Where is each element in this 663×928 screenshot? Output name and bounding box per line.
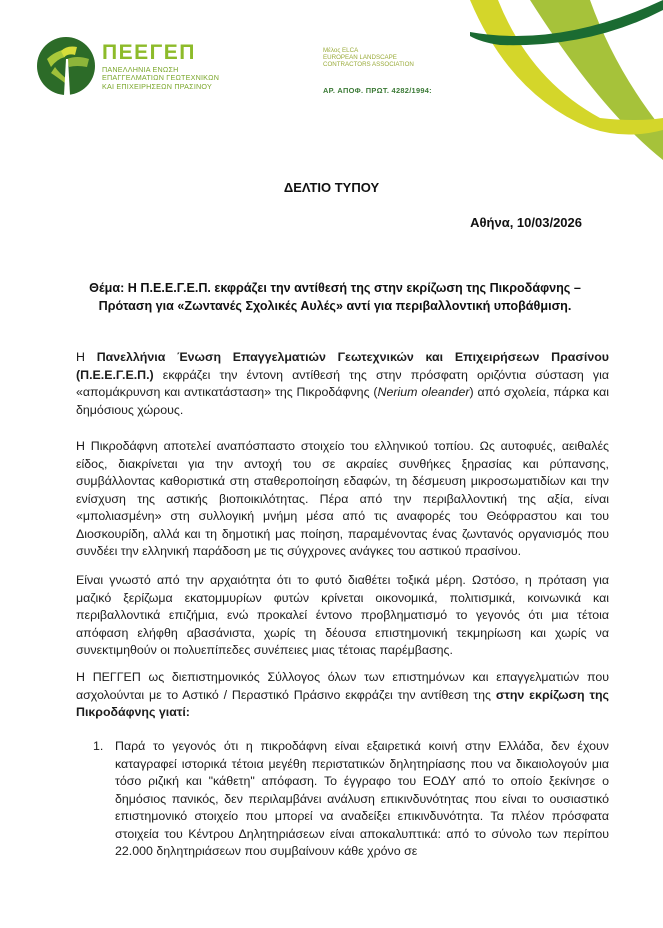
elca-membership	[323, 47, 414, 69]
position-bold: στην εκρίζωση της Πικροδάφνης γιατί:	[76, 687, 609, 719]
elca-line: EUROPEAN LANDSCAPE	[323, 54, 397, 62]
list-item-text: Παρά το γεγονός ότι η πικροδάφνη είναι εξαιρετικά κοινή στην Ελλάδα, δεν έχουν καταγραφεί ιστορικά τέτοια μεγέθη περιστατικών δηλητηρίασης που να δικαιολογούν μια τόσο ριζική και "κάθετη" απόφαση. Το έγγραφο του ΕΟΔΥ από το οποίο ξεκίνησε ο δημόσιος πανικός, δεν περιλαμβάνει ανάλυση επικινδυνότητας που είναι το ουσιαστικό επιστημονικό στοιχείο που μπορεί να αναδείξει επικινδυνότητα. Τα πλέον πρόσφατα στοιχεία του Κέντρου Δηλητηριάσεων είναι αποκαλυπτικά: από το σύνολο των περίπου 22.000 δηλητηριάσεων που συμβαίνουν κάθε χρόνο σε	[115, 739, 609, 858]
document-subject	[80, 280, 590, 315]
text: εκφράζει την έντονη αντίθεσή της στην πρόσφατη οριζόντια σύσταση για «απομάκρυνση και αντικατάσταση» της Πικροδάφνης (	[76, 367, 609, 399]
paragraph-heritage: Η Πικροδάφνη αποτελεί αναπόσπαστο στοιχείο του ελληνικού τοπίου. Ως αυτοφυές, αειθαλές είδος, διακρίνεται για την αντοχή του σε ακραίες συνθήκες ξηρασίας και ρύπανσης, συμβάλλοντας καθοριστικά στη σταθεροποίηση εδαφών, τη δέσμευση μικροσωματιδίων και την ενίσχυση της αστικής βιοποικιλότητας. Πέρα από την περιβαλλοντική της αξία, είναι «μπολιασμένη» στη συλλογική μνήμη μέσα από τις αναφορές του Θεόφραστου και του Διοσκουρίδη, αλλά και τη δημοτική μας ποίηση, παραμένοντας ένας ζωντανός οργανισμός που συνδέει την ελληνική παράδοση με τις σύγχρονες ανάγκες του αστικού πρασίνου.	[76, 439, 609, 558]
list-number: 1.	[93, 739, 104, 753]
paragraph-position	[76, 669, 609, 722]
org-name-line: ΠΑΝΕΛΛΗΝΙΑ ΕΝΩΣΗ	[102, 65, 179, 74]
scientific-name: Nerium oleander	[377, 385, 470, 399]
document-date: Αθήνα, 10/03/2026	[470, 215, 582, 230]
logo-icon	[37, 37, 95, 95]
text: Η	[76, 350, 97, 364]
subject-line: Πρόταση για «Ζωντανές Σχολικές Αυλές» αντί για περιβαλλοντική υποβάθμιση.	[98, 298, 572, 313]
text: Η ΠΕΓΓΕΠ ως διεπιστημονικός Σύλλογος όλων των επιστημόνων και επαγγελματιών που ασχολούνται με το Αστικό / Περαστικό Πράσινο εκφράζει την αντίθεση της	[76, 670, 609, 702]
paragraph-toxicity: Είναι γνωστό από την αρχαιότητα ότι το φυτό διαθέτει τοξικά μέρη. Ωστόσο, η πρόταση για μαζικό ξερίζωμα εκατομμυρίων φυτών κρίνεται οικονομικά, πολιτισμικά, κοινωνικά και περιβαλλοντικά επιζήμια, ενώ προκαλεί έντονο προβληματισμό το γεγονός ότι μια τέτοια απόφαση ελήφθη αβασάνιστα, χωρίς τη δέουσα επιστημονική τεκμηρίωση και χωρίς να συνεκτιμηθούν οι πολυεπίπεδες συνέπειες μιας τέτοιας παρέμβασης.	[76, 573, 609, 657]
list-item	[93, 738, 609, 861]
decision-number: ΑΡ. ΑΠΟΦ. ΠΡΩΤ. 4282/1994:	[323, 86, 432, 95]
subject-line: Θέμα: Η Π.Ε.Ε.Γ.Ε.Π. εκφράζει την αντίθεσή της στην εκρίζωση της Πικροδάφνης –	[89, 281, 581, 295]
document-heading: ΔΕΛΤΙΟ ΤΥΠΟΥ	[283, 180, 380, 195]
elca-line: CONTRACTORS ASSOCIATION	[323, 61, 414, 69]
org-name-bold: Πανελλήνια Ένωση Επαγγελματιών Γεωτεχνικών και Επιχειρήσεων Πρασίνου (Π.Ε.Ε.Γ.Ε.Π.)	[76, 350, 609, 382]
org-name-line: ΚΑΙ ΕΠΙΧΕΙΡΗΣΕΩΝ ΠΡΑΣΙΝΟΥ	[102, 81, 212, 91]
reasons-list	[93, 738, 609, 861]
elca-line: Μέλος ELCA	[323, 47, 359, 54]
text: ) από σχολεία, πάρκα και δημόσιους χώρους.	[76, 385, 609, 417]
org-full-name	[102, 66, 219, 91]
swoosh-decoration-icon	[440, 0, 663, 160]
paragraph-intro	[76, 349, 609, 419]
org-acronym: ΠΕΕΓΕΠ	[102, 41, 196, 64]
org-name-line: ΕΠΑΓΓΕΛΜΑΤΙΩΝ ΓΕΩΤΕΧΝΙΚΩΝ	[102, 73, 220, 83]
